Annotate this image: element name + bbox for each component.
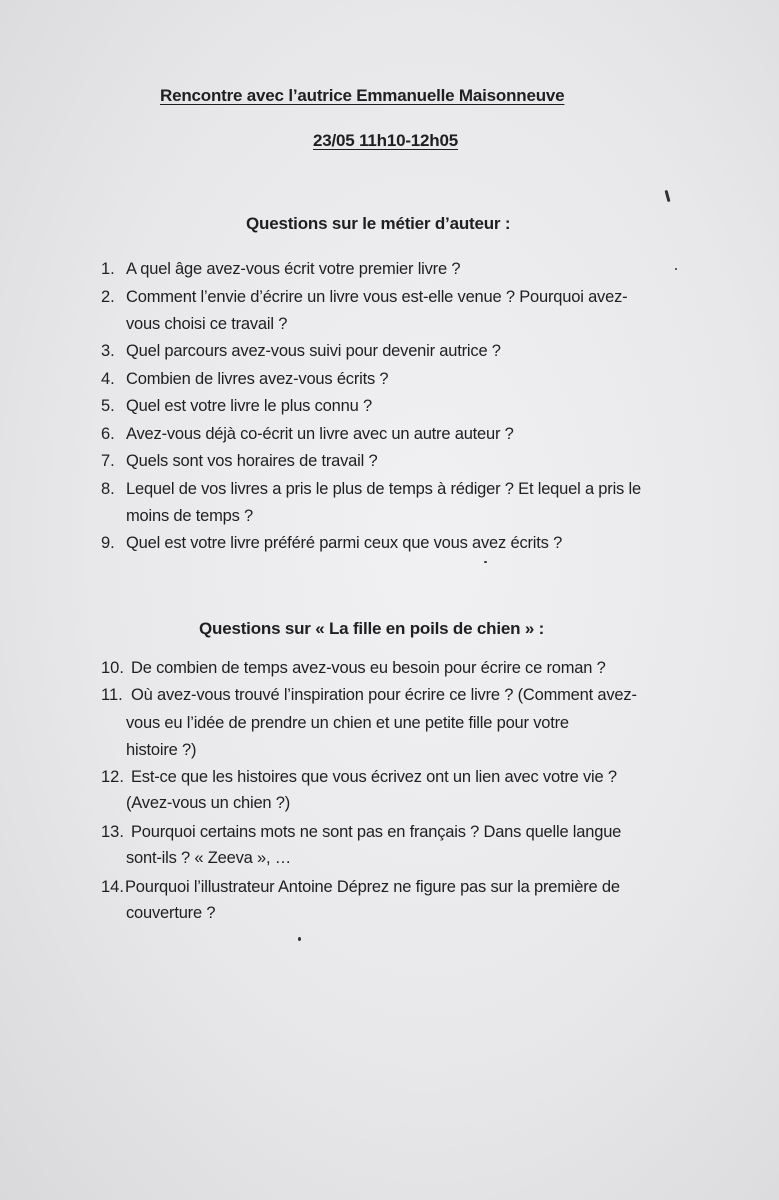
question-text: Pourquoi l’illustrateur Antoine Déprez ne figure pas sur la première de: [125, 878, 620, 896]
question-number: 6.: [101, 425, 115, 443]
question-number: 12.: [101, 768, 124, 786]
question-number: 4.: [101, 370, 115, 388]
question-text: A quel âge avez-vous écrit votre premier livre ?: [126, 260, 461, 278]
question-text: histoire ?): [126, 741, 197, 759]
question-number: 9.: [101, 534, 115, 552]
question-text: Quel parcours avez-vous suivi pour devenir autrice ?: [126, 342, 501, 360]
question-text: De combien de temps avez-vous eu besoin pour écrire ce roman ?: [131, 659, 606, 677]
ink-speck: [298, 937, 301, 941]
section-heading-book: Questions sur « La fille en poils de chien » :: [199, 619, 545, 638]
ink-mark: [664, 190, 670, 202]
question-text: Quels sont vos horaires de travail ?: [126, 452, 378, 470]
ink-speck: [675, 268, 677, 270]
question-text: vous choisi ce travail ?: [126, 315, 288, 333]
question-text: couverture ?: [126, 904, 216, 922]
question-number: 10.: [101, 659, 124, 677]
question-number: 5.: [101, 397, 115, 415]
question-number: 2.: [101, 288, 115, 306]
question-number: 8.: [101, 480, 115, 498]
question-number: 13.: [101, 823, 124, 841]
question-text: Quel est votre livre le plus connu ?: [126, 397, 372, 415]
question-number: 7.: [101, 452, 115, 470]
question-text: (Avez-vous un chien ?): [126, 794, 291, 812]
question-text: Est-ce que les histoires que vous écrivez ont un lien avec votre vie ?: [131, 768, 617, 786]
question-text: Quel est votre livre préféré parmi ceux que vous avez écrits ?: [126, 534, 563, 552]
question-text: Comment l’envie d’écrire un livre vous est-elle venue ? Pourquoi avez-: [126, 288, 628, 306]
question-text: Lequel de vos livres a pris le plus de temps à rédiger ? Et lequel a pris le: [126, 480, 641, 498]
question-text: Combien de livres avez-vous écrits ?: [126, 370, 389, 388]
question-number: 14.: [101, 878, 124, 896]
question-text: Avez-vous déjà co-écrit un livre avec un autre auteur ?: [126, 425, 514, 443]
section-heading-author-job: Questions sur le métier d’auteur :: [246, 214, 511, 233]
question-number: 11.: [101, 686, 123, 704]
question-number: 3.: [101, 342, 115, 360]
question-text: Où avez-vous trouvé l’inspiration pour écrire ce livre ? (Comment avez-: [131, 686, 637, 704]
event-date: 23/05 11h10-12h05: [313, 131, 458, 150]
question-text: moins de temps ?: [126, 507, 254, 525]
ink-speck: [484, 561, 487, 563]
question-number: 1.: [101, 260, 115, 278]
question-text: vous eu l’idée de prendre un chien et une petite fille pour votre: [126, 714, 569, 732]
question-text: Pourquoi certains mots ne sont pas en français ? Dans quelle langue: [131, 823, 622, 841]
document-title: Rencontre avec l’autrice Emmanuelle Maisonneuve: [160, 86, 565, 105]
question-text: sont-ils ? « Zeeva », …: [126, 849, 292, 867]
